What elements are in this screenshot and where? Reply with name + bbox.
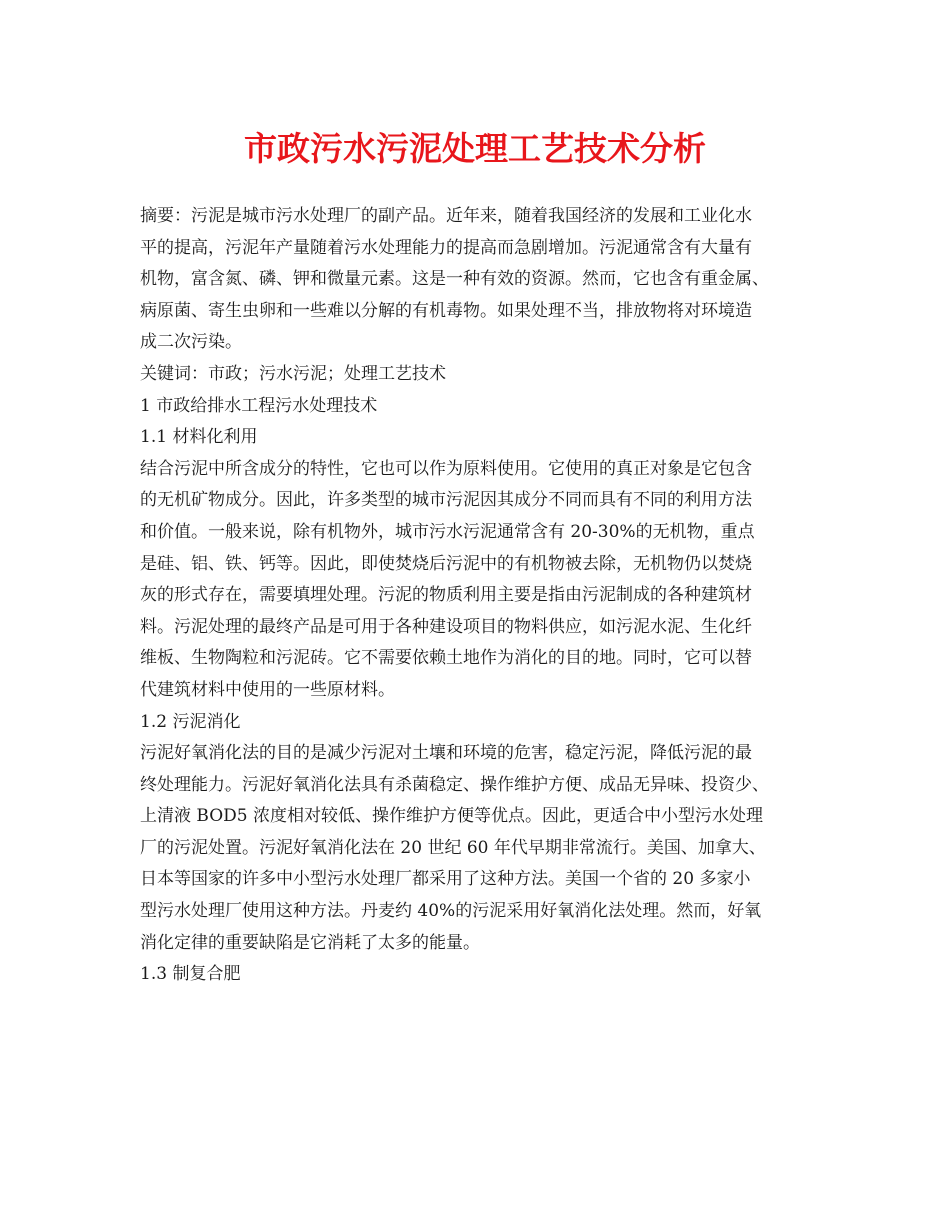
subsection-heading: 1.1 材料化利用 — [140, 427, 258, 448]
text-line: 污泥好氧消化法的目的是减少污泥对土壤和环境的危害，稳定污泥，降低污泥的最 — [140, 743, 752, 764]
document-body — [140, 201, 820, 991]
text-line: 结合污泥中所含成分的特性，它也可以作为原料使用。它使用的真正对象是它包含 — [140, 458, 752, 479]
text-line: 厂的污泥处置。污泥好氧消化法在 20 世纪 60 年代早期非常流行。美国、加拿大、 — [140, 837, 766, 858]
text-line: 灰的形式存在，需要填埋处理。污泥的物质利用主要是指由污泥制成的各种建筑材 — [140, 585, 752, 606]
subsection-heading: 1.2 污泥消化 — [140, 711, 241, 732]
text-line: 是硅、铝、铁、钙等。因此，即使焚烧后污泥中的有机物被去除，无机物仍以焚烧 — [140, 553, 752, 574]
text-line: 日本等国家的许多中小型污水处理厂都采用了这种方法。美国一个省的 20 多家小 — [140, 869, 751, 890]
text-line: 维板、生物陶粒和污泥砖。它不需要依赖土地作为消化的目的地。同时，它可以替 — [140, 648, 752, 669]
text-line: 机物，富含氮、磷、钾和微量元素。这是一种有效的资源。然而，它也含有重金属、 — [140, 269, 769, 290]
text-line: 摘要：污泥是城市污水处理厂的副产品。近年来，随着我国经济的发展和工业化水 — [140, 206, 752, 226]
subsection-heading: 1.3 制复合肥 — [140, 964, 241, 985]
keywords-line: 关键词：市政；污水污泥；处理工艺技术 — [140, 363, 446, 384]
text-line: 和价值。一般来说，除有机物外，城市污水污泥通常含有 20-30%的无机物，重点 — [140, 521, 755, 542]
text-line: 病原菌、寄生虫卵和一些难以分解的有机毒物。如果处理不当，排放物将对环境造 — [140, 300, 752, 321]
text-line: 消化定律的重要缺陷是它消耗了太多的能量。 — [140, 932, 480, 953]
section-heading: 1 市政给排水工程污水处理技术 — [140, 395, 378, 416]
text-line: 成二次污染。 — [140, 332, 242, 353]
text-line: 型污水处理厂使用这种方法。丹麦约 40%的污泥采用好氧消化法处理。然而，好氧 — [140, 901, 762, 922]
text-line: 终处理能力。污泥好氧消化法具有杀菌稳定、操作维护方便、成品无异味、投资少、 — [140, 774, 769, 795]
text-line: 的无机矿物成分。因此，许多类型的城市污泥因其成分不同而具有不同的利用方法 — [140, 490, 752, 511]
page-title: 市政污水污泥处理工艺技术分析 — [244, 129, 706, 168]
text-line: 料。污泥处理的最终产品是可用于各种建设项目的物料供应，如污泥水泥、生化纤 — [140, 616, 752, 637]
text-line: 代建筑材料中使用的一些原材料。 — [140, 679, 395, 700]
text-line: 上清液 BOD5 浓度相对较低、操作维护方便等优点。因此，更适合中小型污水处理 — [140, 806, 763, 827]
text-line: 平的提高，污泥年产量随着污水处理能力的提高而急剧增加。污泥通常含有大量有 — [140, 237, 752, 258]
